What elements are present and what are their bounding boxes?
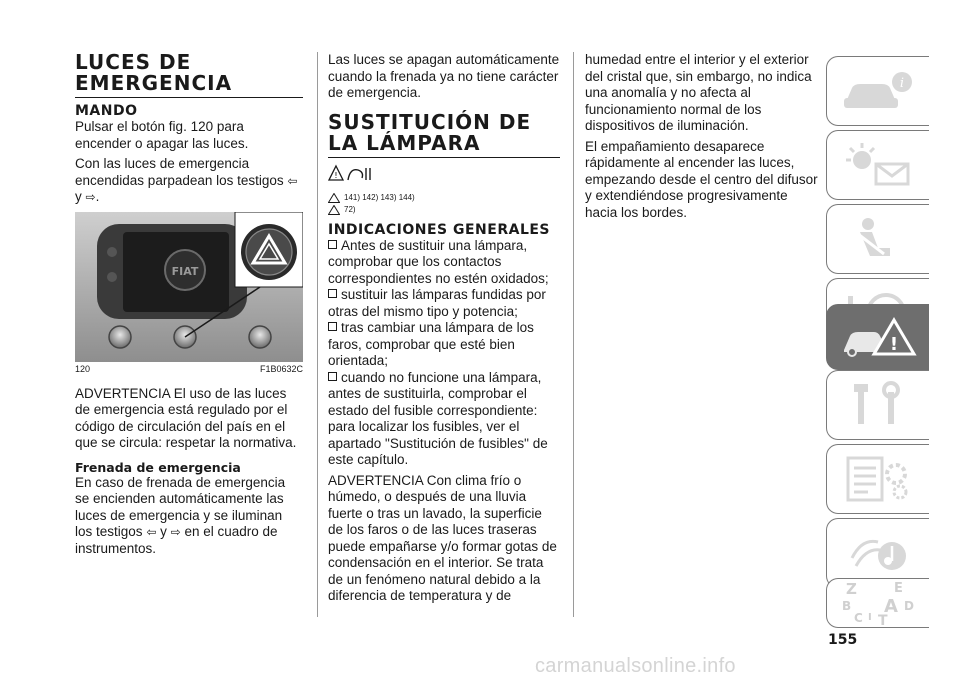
- turn-left-icon: ⇦: [146, 525, 157, 539]
- svg-text:D: D: [904, 599, 914, 613]
- heading-mando: MANDO: [75, 103, 138, 119]
- multimedia-icon: [838, 528, 918, 578]
- sidebar-tab-index[interactable]: [826, 578, 929, 628]
- svg-text:!: !: [334, 170, 338, 180]
- caution-refs-text: 72): [344, 205, 356, 214]
- frenada-text-a: En caso de frenada de emergencia se encienden automáticamente las luces de emergencia y se iluminan los testigos: [75, 474, 286, 539]
- page-number: 155: [828, 632, 858, 648]
- svg-text:T: T: [878, 613, 888, 626]
- svg-text:E: E: [894, 581, 903, 596]
- mando-paragraph-2-text: Con las luces de emergencia encendidas parpadean los testigos: [75, 156, 284, 188]
- svg-text:A: A: [884, 596, 898, 617]
- turn-right-icon: ⇨: [170, 525, 181, 539]
- turn-right-icon: ⇨: [85, 190, 96, 204]
- svg-text:I: I: [868, 612, 872, 623]
- figure-code: F1B0632C: [259, 363, 303, 374]
- column-divider-2: [573, 52, 574, 617]
- warning-references-2: [328, 205, 560, 215]
- column-1: [75, 52, 303, 561]
- heading-indicaciones-generales: INDICACIONES GENERALES: [328, 221, 551, 238]
- svg-text:B: B: [842, 599, 852, 613]
- advertencia-paragraph-2: ADVERTENCIA Con clima frío o húmedo, o después de una lluvia fuerte o tras un lavado, la superficie de los faros o de las luces traseras puede empañarse y/o formar gotas de condensación en el interior. Se trata de un fenómeno natural debido a la diferencia de temperatura y de: [328, 472, 557, 603]
- sidebar-tab-emergency[interactable]: [826, 304, 929, 370]
- section-title-sustitucion-lampara: SUSTITUCIÓN DE LA LÁMPARA: [328, 112, 560, 158]
- section-title-luces-emergencia: LUCES DE EMERGENCIA: [75, 52, 303, 98]
- advertencia-paragraph-1: ADVERTENCIA El uso de las luces de emergencia está regulado por el código de circulación del país en el que se circula: respetar la normativa.: [75, 385, 297, 450]
- sidebar-tab-maintenance[interactable]: [826, 370, 929, 440]
- airbag-seat-icon: [838, 214, 918, 264]
- tools-icon: [838, 380, 918, 430]
- svg-text:!: !: [889, 334, 899, 355]
- empanamiento-paragraph: El empañamiento desaparece rápidamente al encender las luces, empezando desde el centro del difusor y extendiéndose progresivamente hacia los bordes.: [585, 138, 818, 220]
- warning-references-1: [328, 193, 560, 203]
- list-item: tras cambiar una lámpara de los faros, comprobar que esté bien orientada;: [328, 320, 534, 368]
- list-item: sustituir las lámparas fundidas por otras del mismo tipo y potencia;: [328, 287, 546, 319]
- car-info-icon: [838, 66, 918, 116]
- sidebar-tab-safety[interactable]: [826, 204, 929, 274]
- figure-number: 120: [75, 363, 91, 374]
- watermark: carmanualsonline.info: [535, 655, 736, 677]
- sidebar-tab-car-info[interactable]: [826, 56, 929, 126]
- svg-text:Z: Z: [846, 580, 857, 598]
- emergency-car-icon: [838, 312, 918, 362]
- column-3: [585, 52, 820, 225]
- conjunction-y: y: [75, 189, 82, 204]
- frenada-paragraph: [75, 475, 303, 558]
- intro-paragraph: Las luces se apagan automáticamente cuando la frenada ya no tiene carácter de emergencia.: [328, 52, 560, 100]
- lamp-warning-icon: [328, 164, 560, 191]
- mando-paragraph-1: Pulsar el botón fig. 120 para encender o apagar las luces.: [75, 119, 249, 151]
- column-2: [328, 52, 560, 609]
- dashboard-illustration: [75, 212, 303, 362]
- sidebar-tab-technical-data[interactable]: [826, 444, 929, 514]
- warning-triangle-icon: [328, 193, 340, 203]
- mando-paragraph-2: Con las luces de emergencia encendidas parpadean los testigos ⇦ y ⇨.: [75, 156, 298, 204]
- warning-refs-text: 141) 142) 143) 144): [344, 193, 415, 202]
- list-item: cuando no funcione una lámpara, antes de sustituirla, comprobar el estado del fusible correspondiente: para localizar los fusibles, ver el apartado "Sustitución de fusibles" de este capítulo.: [328, 369, 548, 467]
- frenada-text-b: en el cuadro de instrumentos.: [75, 524, 278, 556]
- list-item: Antes de sustituir una lámpara, comprobar que los contactos correspondientes no estén oxidados;: [328, 237, 549, 286]
- sidebar-tab-warning-lights[interactable]: [826, 130, 929, 200]
- conjunction-y: y: [160, 524, 167, 539]
- figure-caption: [75, 364, 303, 374]
- maintenance-list-icon: [838, 454, 918, 504]
- warning-lights-icon: [838, 140, 918, 190]
- svg-text:i: i: [899, 76, 905, 91]
- fiat-logo: FIAT: [171, 264, 199, 278]
- continuation-paragraph: humedad entre el interior y el exterior del cristal que, sin embargo, no indica una anomalía y no afecta al funcionamiento normal de los dispositivos de iluminación.: [585, 52, 812, 133]
- index-icon: [838, 580, 918, 626]
- column-divider-1: [317, 52, 318, 617]
- svg-text:C: C: [854, 611, 863, 625]
- figure-hazard-button: [75, 212, 303, 362]
- caution-triangle-icon: [328, 205, 340, 215]
- turn-left-icon: ⇦: [287, 173, 298, 188]
- heading-frenada-emergencia: Frenada de emergencia: [75, 459, 241, 475]
